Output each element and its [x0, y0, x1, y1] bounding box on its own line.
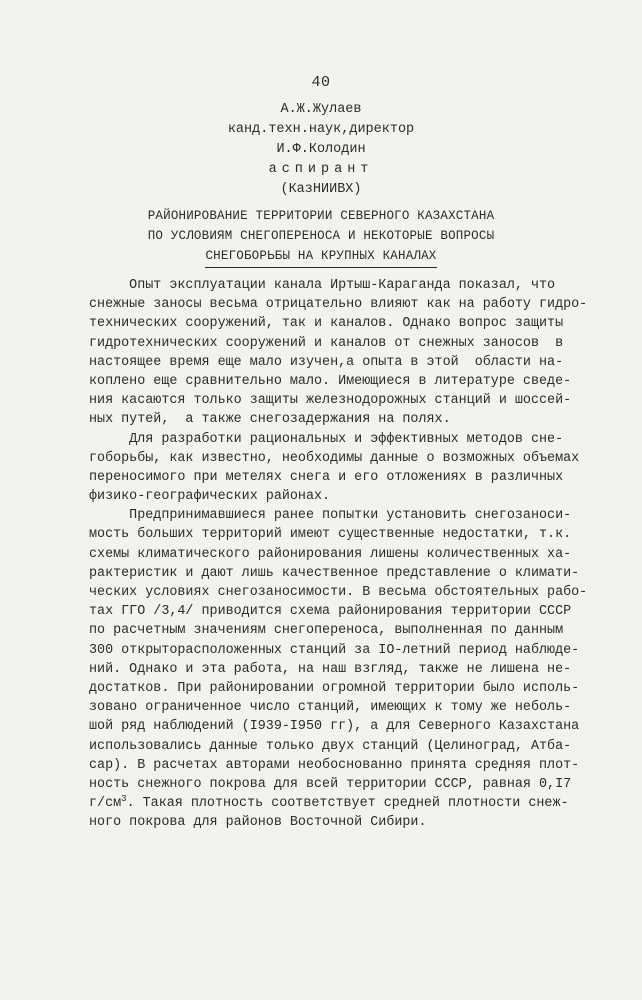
text-line: шой ряд наблюдений (I939-I950 гг), а для Северного Казахстана	[89, 719, 580, 735]
title-line: РАЙОНИРОВАНИЕ ТЕРРИТОРИИ СЕВЕРНОГО КАЗАХСТАНА	[147, 209, 495, 223]
page-number: 40	[311, 74, 331, 91]
text-line-superscript	[89, 794, 609, 813]
text-line: Для разработки рациональных и эффективных методов сне-	[89, 431, 564, 447]
author-block	[0, 100, 642, 200]
text-line: гоборьбы, как известно, необходимы данные о возможных объемах	[89, 450, 580, 466]
title-line: ПО УСЛОВИЯМ СНЕГОПЕРЕНОСА И НЕКОТОРЫЕ ВОПРОСЫ	[147, 229, 495, 243]
text-line: коплено еще сравнительно мало. Имеющиеся в литературе сведе-	[89, 373, 572, 389]
text-line: ний. Однако и эта работа, на наш взгляд, также не лишена не-	[89, 661, 572, 677]
article-title	[0, 206, 642, 268]
author-position: канд.техн.наук,директор	[227, 122, 415, 137]
superscript-exponent: 3	[121, 794, 127, 805]
title-line: СНЕГОБОРЬБЫ НА КРУПНЫХ КАНАЛАХ	[205, 246, 436, 268]
author-name: И.Ф.Колодин	[276, 142, 366, 157]
author-name: А.Ж.Жулаев	[280, 102, 362, 117]
superscript-suffix: . Такая плотность соответствует средней плотности снеж-	[126, 796, 569, 812]
author-position: аспирант	[268, 162, 374, 177]
text-line: достатков. При районировании огромной территории было исполь-	[89, 680, 580, 696]
text-line: ного покрова для районов Восточной Сибири.	[89, 815, 427, 831]
text-line: физико-географических районах.	[89, 489, 331, 505]
text-line: мость больших территорий имеют существенные недостатки, т.к.	[89, 527, 572, 543]
article-body	[89, 276, 609, 832]
text-line: гидротехнических сооружений и каналов от снежных заносов в	[89, 335, 564, 351]
text-line: тах ГГО /3,4/ приводится схема районирования территории СССР	[89, 604, 572, 620]
author-affiliation: (КазНИИВХ)	[280, 182, 362, 197]
text-line: настоящее время еще мало изучен,а опыта в этой области на-	[89, 354, 564, 370]
text-line: использовались данные только двух станций (Целиноград, Атба-	[89, 738, 572, 754]
superscript-prefix: г/см	[89, 796, 122, 812]
text-line: 300 открыторасположенных станций за IO-летний период наблюде-	[89, 642, 580, 658]
text-line: снежные заносы весьма отрицательно влияют как на работу гидро-	[89, 297, 588, 313]
text-line: переносимого при метелях снега и его отложениях в различных	[89, 469, 564, 485]
text-line: ных путей, а также снегозадержания на полях.	[89, 412, 451, 428]
text-line: Опыт эксплуатации канала Иртыш-Караганда показал, что	[89, 278, 556, 293]
text-line: схемы климатического районирования лишены количественных ха-	[89, 546, 572, 562]
text-line: ность снежного покрова для всей территории СССР, равная 0,I7	[89, 776, 572, 792]
text-line: по расчетным значениям снегопереноса, выполненная по данным	[89, 623, 564, 639]
text-line: рактеристик и дают лишь качественное представление о климати-	[89, 565, 580, 581]
text-line: ческих условиях снегозаносимости. В весьма обстоятельных рабо-	[89, 585, 588, 600]
text-line: ния касаются только защиты железнодорожных станций и шоссей-	[89, 393, 572, 409]
text-line: зовано ограниченное число станций, имеющих к тому же неболь-	[89, 700, 572, 716]
text-line: сар). В расчетах авторами необоснованно принята средняя плот-	[89, 757, 580, 773]
text-line: Предпринимавшиеся ранее попытки установить снегозаноси-	[89, 508, 572, 524]
text-line: технических сооружений, так и каналов. Однако вопрос защиты	[89, 316, 564, 332]
